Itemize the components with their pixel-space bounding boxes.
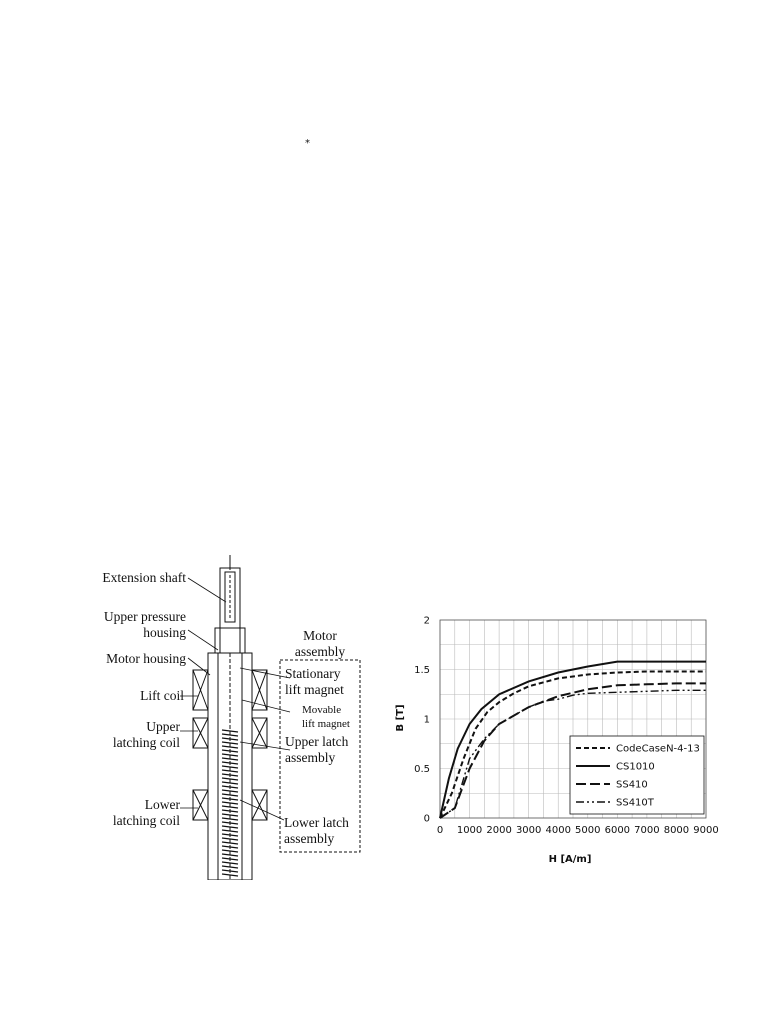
label-upper-latching-2: latching coil [112,735,180,750]
label-upper-latching-1: Upper [146,719,180,734]
y-tick-label: 2 [423,615,430,627]
x-tick-labels [437,825,719,836]
label-lower-latch-2: assembly [284,831,335,846]
y-tick-labels [414,616,430,825]
x-axis-title: H [A/m] [548,854,592,865]
legend-label: SS410 [616,779,648,791]
x-tick-label: 1000 [456,825,483,836]
bh-curve-chart [388,608,728,878]
label-lower-latching-1: Lower [144,797,180,812]
asterisk-mark: * [305,138,310,149]
crdm-diagram [80,550,380,880]
x-tick-label: 5000 [575,825,601,836]
x-tick-label: 7000 [634,825,660,836]
label-lower-latch-1: Lower latch [284,815,349,830]
label-movable-2: lift magnet [302,718,350,730]
x-tick-label: 9000 [693,825,719,836]
y-axis-title: B [T] [395,704,406,732]
label-upper-pressure-2: housing [143,625,186,640]
label-stationary-1: Stationary [285,666,341,681]
label-movable-1: Movable [302,704,342,716]
label-motor-housing: Motor housing [106,651,186,666]
legend-label: CS1010 [616,761,655,773]
x-tick-label: 3000 [515,825,542,836]
label-motor-assembly-1: Motor [303,628,337,643]
y-tick-label: 0.5 [414,764,430,775]
label-lower-latching-2: latching coil [112,813,180,828]
x-tick-label: 0 [436,825,444,836]
x-tick-label: 4000 [545,825,571,836]
y-tick-label: 1.5 [414,665,430,676]
label-lift-coil: Lift coil [140,688,184,703]
x-tick-label: 8000 [663,825,690,836]
label-upper-latch-1: Upper latch [285,734,349,749]
label-upper-latch-2: assembly [285,750,336,765]
legend-label: SS410T [616,797,654,809]
y-tick-label: 1 [423,714,430,726]
x-tick-label: 2000 [486,825,512,836]
label-stationary-2: lift magnet [285,682,344,697]
y-tick-label: 0 [423,813,430,825]
legend-label: CodeCaseN-4-13 [616,743,700,755]
label-motor-assembly-2: assembly [294,644,346,659]
label-upper-pressure-1: Upper pressure [103,609,186,624]
x-tick-label: 6000 [604,825,631,836]
label-extension-shaft: Extension shaft [102,570,186,585]
chart-legend [570,736,704,814]
